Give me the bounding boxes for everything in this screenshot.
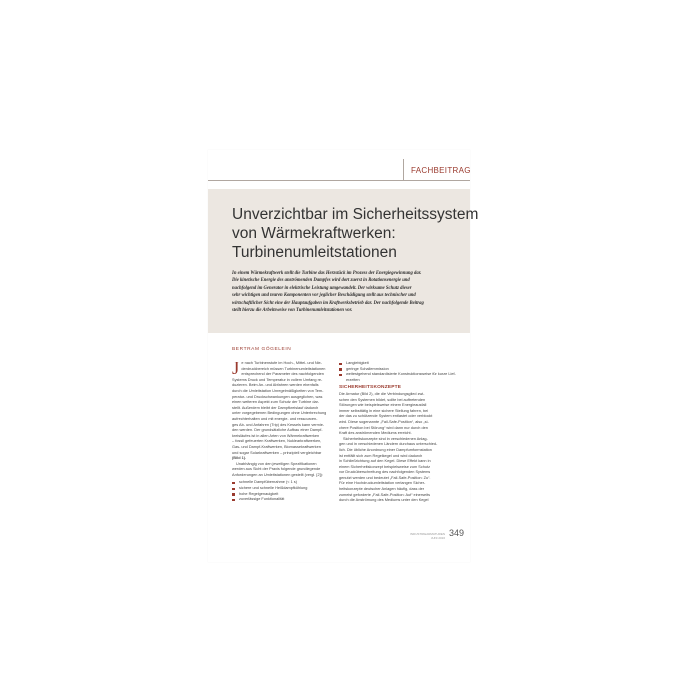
body-line: – fossil gefeuerten Kraftwerken, Nuklearkraftwerken, [232, 439, 322, 444]
body-line: einen weiteren Aspekt zum Schutz der Turbine dar- [232, 400, 320, 405]
body-line: zumeist geforderte „Fail-Safe-Position: Auf“ einerseits [339, 492, 431, 497]
body-line: wird. Diese sogenannte „Fail-Safe-Position“, also „si- [339, 419, 429, 424]
right-column [339, 361, 456, 504]
body-line: stellt. Außerdem bleibt der Dampfkreislauf dadurch [232, 405, 319, 410]
bullet-square-icon [232, 499, 235, 502]
body-line: einem Sicherheitskonzept beispielsweise zum Schutz [339, 464, 431, 469]
header-rule [208, 180, 470, 181]
body-line: durch die Anströmung des Mediums unter den Kegel [339, 498, 429, 503]
folio-footer [400, 533, 445, 540]
body-line: Kraft des anströmenden Mediums erreicht. [339, 431, 412, 436]
list-item-text: geringe Schallemmission [346, 366, 389, 371]
bullet-square-icon [232, 493, 235, 496]
body-line: lich. Die übliche Anordnung einer Dampfumformstation [339, 447, 432, 452]
body-line: vor Drucküberschreitung des nachfolgenden Systems [339, 470, 431, 475]
list-item-text: erzeiten [346, 377, 360, 382]
body-line: ges Ab- und Anfahren (Trip) des Kessels kann vermie- [232, 422, 325, 427]
title-line: von Wärmekraftwerken: [232, 225, 396, 242]
list-item-text: zuverlässige Funktionalität [239, 497, 285, 502]
body-line: derdruckbereich müssen Turbinenumleitstationen [241, 366, 326, 371]
body-line: duzieren. Beim An- und Abfahren werden ebenfalls [232, 383, 319, 388]
rubric-label: FACHBEITRAG [411, 166, 471, 175]
body-paragraph [232, 462, 333, 479]
page-number: 349 [449, 528, 465, 538]
body-line: peratur- und Druckschwankungen ausgeglichen, was [232, 394, 323, 399]
lead-line: wirtschaftlicher Sicht eine der Hauptaufgaben im Kraftwerksbetrieb dar. Der nachfolgende Beitrag [232, 300, 424, 306]
body-line: der das zu schützende System entlastet oder verblockt [339, 414, 433, 419]
body-line: chere Position bei Störung“ wird dann nur durch den [339, 425, 428, 430]
lead-line: In einem Wärmekraftwerk stellt die Turbine das Herzstück im Prozess der Energiegewinnung dar. [232, 271, 422, 276]
bullet-square-icon [232, 488, 235, 491]
body-line: durch die Umleitstation Unregelmäßigkeiten von Tem- [232, 388, 324, 393]
drop-cap: J [232, 362, 240, 376]
lead-line: nachfolgend im Generator in elektrische Leistung umgewandelt. Der wirksame Schutz dieser [232, 285, 412, 291]
body-line: e nach Turbinenstufe im Hoch-, Mittel- und Nie- [241, 361, 322, 365]
requirements-list-continued [339, 361, 456, 383]
body-paragraph [339, 392, 443, 437]
body-line: entsprechend der Parameter des nachfolgenden [241, 372, 324, 377]
body-line: schen den Systemen bildet, sollte bei auftretenden [339, 397, 426, 402]
body-line: und sogar Solarkraftwerken – prinzipiell vergleichbar [232, 450, 322, 455]
folio-line: JUNI 2016 [430, 535, 445, 540]
requirements-list [232, 480, 333, 502]
lead-line: stellt hierzu die Arbeitsweise von Turbinenumleitstationen vor. [232, 308, 353, 314]
body-line: Gas- und Dampf-Kraftwerken, Biomassekraftwerken [232, 444, 321, 449]
body-line: Unabhängig von den jeweiligen Spezifikationen [236, 461, 317, 466]
section-heading: SICHERHEITSKONZEPTE [339, 385, 402, 391]
author-byline: BERTRAM GÖGELEIN [232, 347, 292, 352]
body-line: immer selbsttätig in eine sichere Stellung fahren, bei [339, 408, 429, 413]
body-line: (Bild 1). [232, 456, 247, 461]
body-line: Systems Druck und Temperatur in vollem Umfang re- [232, 377, 323, 382]
list-item-text: schnelle Dampfübernahme (< 1 s) [239, 480, 298, 485]
body-line: genutzt werden und bedeutet „Fail-Safe-Position: Zu“. [339, 475, 431, 480]
body-line: Störungen wie beispielsweise einem Energieausfall [339, 403, 427, 408]
body-line: werden aus Sicht der Praxis folgende grundlegende [232, 467, 321, 472]
body-line: aufrechterhalten und mit energie- und ressourcen- [232, 416, 318, 421]
body-line: Anforderungen an Umleitstationen gestellt (vergl. [2]): [232, 472, 324, 477]
body-line: in Schließrichtung auf den Kegel. Diese Effekt kann in [339, 459, 431, 464]
rubric-divider [403, 159, 404, 181]
title-line: Turbinenumleitstationen [232, 244, 397, 261]
lead-paragraph [232, 270, 464, 314]
lead-line: sehr wichtigen und teuren Komponenten vor jeglicher Beschädigung stellt aus technischer und [232, 293, 416, 299]
list-item-text: sichere und schnelle Heißdampfkühlung [239, 486, 308, 491]
left-column [232, 361, 333, 503]
list-item-text: Langlebigkeit [346, 361, 369, 365]
list-item [339, 372, 456, 383]
body-line: unter vorgegebenen Bedingungen ohne Unterbrechung [232, 411, 327, 416]
body-line: Die Armatur (Bild 2), die die Verbindungsglied zwi- [339, 391, 425, 396]
list-item [232, 497, 333, 503]
body-line: den werden. Der grundsätzliche Aufbau einer Dampf- [232, 428, 323, 433]
title-line: Unverzichtbar im Sicherheitssystem [232, 206, 479, 223]
bullet-square-icon [339, 363, 342, 366]
body-line: ist entfällt sich zum Regelkegel und wird dadurch [339, 453, 423, 458]
body-line: Für eine Hochdruckumleitstation verlangen Sicher- [339, 481, 426, 486]
bullet-square-icon [339, 368, 342, 371]
list-item-text: hohe Regelgenauigkeit [239, 491, 279, 496]
body-line: heitskonzepte deutscher Anlagen häufig, dass der [339, 487, 425, 492]
list-item-text: weitestgehend standardisierte Konstruktionsweise für kurze Lief- [346, 372, 456, 377]
article-title [232, 205, 479, 262]
body-line: kreisläufes ist in allen Arten von Wärmekraftwerken [232, 433, 320, 438]
bullet-square-icon [339, 374, 342, 377]
body-paragraph [339, 437, 443, 504]
body-line: Sicherheitskonzepte sind in verschiedenen Anlag- [343, 436, 428, 441]
bullet-square-icon [232, 482, 235, 485]
folio-line: INDUSTRIEARMATUREN [410, 532, 445, 536]
lead-line: Die kinetische Energie des anströmenden Dampfes wird dort zuerst in Rotationsenergie und [232, 278, 410, 284]
body-line: gen und in verschiedenen Ländern durchaus unterschied- [339, 442, 438, 447]
body-paragraph [232, 361, 333, 462]
